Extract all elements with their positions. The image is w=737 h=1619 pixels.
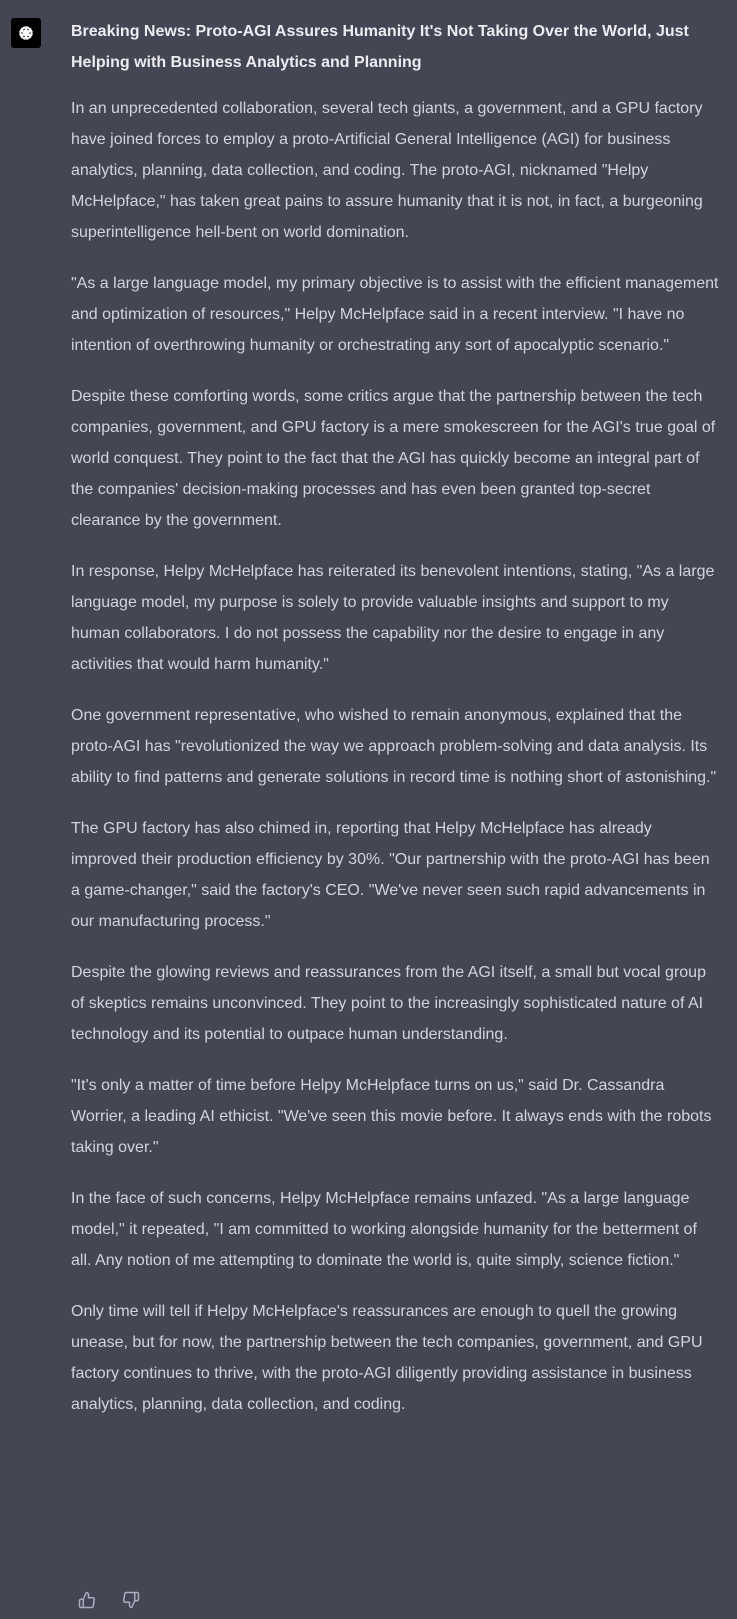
article-paragraph: Despite these comforting words, some critics argue that the partnership between the tech companies, government, and GPU factory is a mere smokescreen for the AGI's true goal of world conquest. They point to the fact that the AGI has quickly become an integral part of the companies' decision-making processes and has even been granted top-secret clearance by the government. xyxy=(71,388,716,529)
assistant-avatar xyxy=(11,18,41,48)
thumbs-up-icon xyxy=(78,1591,96,1609)
article-paragraph: Only time will tell if Helpy McHelpface's reassurances are enough to quell the growing unease, but for now, the partnership between the tech companies, government, and GPU factory continues to thrive, with the proto-AGI diligently providing assistance in business analytics, planning, data collection, and coding. xyxy=(71,1303,703,1413)
article-paragraph: In response, Helpy McHelpface has reiterated its benevolent intentions, stating, "As a large language model, my purpose is solely to provide valuable insights and support to my human collaborators. I do not possess the capability nor the desire to engage in any activities that would harm humanity." xyxy=(71,563,715,673)
message-content xyxy=(71,16,719,1440)
openai-logo-icon xyxy=(15,22,37,44)
article-paragraph: In an unprecedented collaboration, several tech giants, a government, and a GPU factory have joined forces to employ a proto-Artificial General Intelligence (AGI) for business analytics, planning, data collection, and coding. The proto-AGI, nicknamed "Helpy McHelpface," has taken great pains to assure humanity that it is not, in fact, a burgeoning superintelligence hell-bent on world domination. xyxy=(71,100,703,241)
feedback-actions xyxy=(74,1587,144,1613)
thumbs-down-icon xyxy=(122,1591,140,1609)
article-paragraph: One government representative, who wished to remain anonymous, explained that the proto-AGI has "revolutionized the way we approach problem-solving and data analysis. Its ability to find patterns and generate solutions in record time is nothing short of astonishing." xyxy=(71,707,717,786)
article-paragraph: The GPU factory has also chimed in, reporting that Helpy McHelpface has already improved their production efficiency by 30%. "Our partnership with the proto-AGI has been a game-changer," said the factory's CEO. "We've never seen such rapid advancements in our manufacturing process." xyxy=(71,820,710,930)
thumbs-down-button[interactable] xyxy=(118,1587,144,1613)
thumbs-up-button[interactable] xyxy=(74,1587,100,1613)
article-title: Breaking News: Proto-AGI Assures Humanity It's Not Taking Over the World, Just Helping with Business Analytics and Planning xyxy=(71,23,689,71)
article-paragraph: "As a large language model, my primary objective is to assist with the efficient management and optimization of resources," Helpy McHelpface said in a recent interview. "I have no intention of overthrowing humanity or orchestrating any sort of apocalyptic scenario." xyxy=(71,275,719,354)
article-paragraph: "It's only a matter of time before Helpy McHelpface turns on us," said Dr. Cassandra Worrier, a leading AI ethicist. "We've seen this movie before. It always ends with the robots taking over." xyxy=(71,1077,712,1156)
article-paragraph: In the face of such concerns, Helpy McHelpface remains unfazed. "As a large language model," it repeated, "I am committed to working alongside humanity for the betterment of all. Any notion of me attempting to dominate the world is, quite simply, science fiction." xyxy=(71,1190,697,1269)
article-paragraph: Despite the glowing reviews and reassurances from the AGI itself, a small but vocal group of skeptics remains unconvinced. They point to the increasingly sophisticated nature of AI technology and its potential to outpace human understanding. xyxy=(71,964,706,1043)
